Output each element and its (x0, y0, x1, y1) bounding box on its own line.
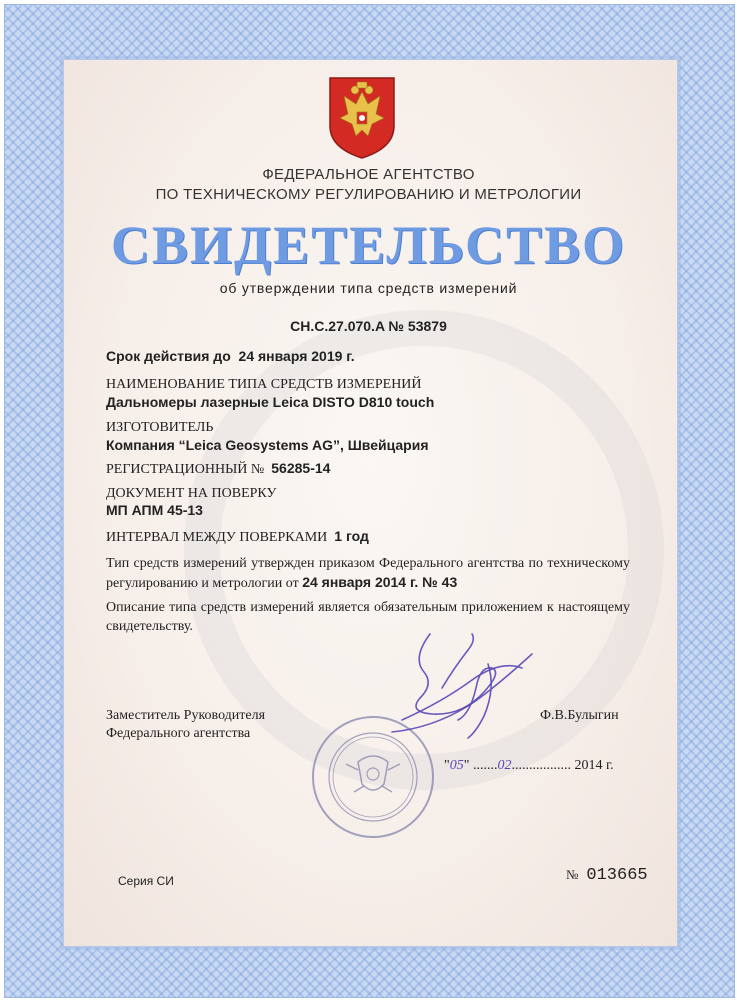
type-name-value: Дальномеры лазерные Leica DISTO D810 touch (106, 394, 435, 410)
registration-value: 56285-14 (271, 460, 331, 476)
verification-doc-value: МП АПМ 45-13 (106, 502, 203, 518)
registration-row (106, 460, 330, 478)
interval-value: 1 год (334, 528, 369, 544)
serial-no-sign: № (566, 867, 579, 882)
signer-position-line1: Заместитель Руководителя (106, 708, 266, 723)
certificate-number: CH.C.27.070.A № 53879 (290, 318, 447, 334)
validity-label: Срок действия до (106, 348, 231, 364)
serial-value: 013665 (586, 866, 648, 885)
coat-of-arms-icon (326, 74, 398, 160)
approval-paragraph (106, 554, 630, 593)
handwritten-signature (372, 628, 542, 748)
verification-doc-label: ДОКУМЕНТ НА ПОВЕРКУ (106, 486, 277, 501)
annex-paragraph: Описание типа средств измерений является обязательным приложением к настоящему свидетельству. (106, 600, 630, 634)
agency-name-line1: ФЕДЕРАЛЬНОЕ АГЕНТСТВО (262, 166, 475, 183)
interval-label: ИНТЕРВАЛ МЕЖДУ ПОВЕРКАМИ (106, 530, 328, 545)
issue-date-day: 05 (449, 758, 464, 773)
document-title: СВИДЕТЕЛЬСТВО (110, 215, 627, 275)
registration-label: РЕГИСТРАЦИОННЫЙ № (106, 462, 265, 477)
manufacturer-label: ИЗГОТОВИТЕЛЬ (106, 420, 214, 435)
type-name-label: НАИМЕНОВАНИЕ ТИПА СРЕДСТВ ИЗМЕРЕНИЙ (106, 377, 422, 392)
issue-date: "05" .......02................. 2014 г. (444, 758, 614, 773)
document-subtitle: об утверждении типа средств измерений (219, 280, 518, 296)
issue-date-month: 02 (497, 758, 512, 773)
approval-text: Тип средств измерений утвержден приказом Федерального агентства по техническому регулированию и метрологии от (106, 556, 630, 591)
agency-name-line2: ПО ТЕХНИЧЕСКОМУ РЕГУЛИРОВАНИЮ И МЕТРОЛОГИИ (155, 186, 582, 203)
issue-date-year: 2014 г. (574, 758, 614, 773)
series-label: Серия СИ (118, 874, 174, 888)
approval-order: 24 января 2014 г. № 43 (302, 574, 458, 590)
issue-date-dots: ................. (511, 758, 571, 773)
manufacturer-value: Компания “Leica Geosystems AG”, Швейцария (106, 437, 429, 453)
serial-number (566, 866, 648, 885)
date-close-quote: " (463, 758, 470, 773)
date-open-quote: " (444, 758, 450, 773)
validity-row (106, 348, 355, 364)
signer-name: Ф.В.Булыгин (540, 708, 619, 723)
interval-row (106, 528, 369, 546)
signer-position-line2: Федерального агентства (106, 726, 251, 741)
validity-value: 24 января 2019 г. (238, 348, 355, 364)
